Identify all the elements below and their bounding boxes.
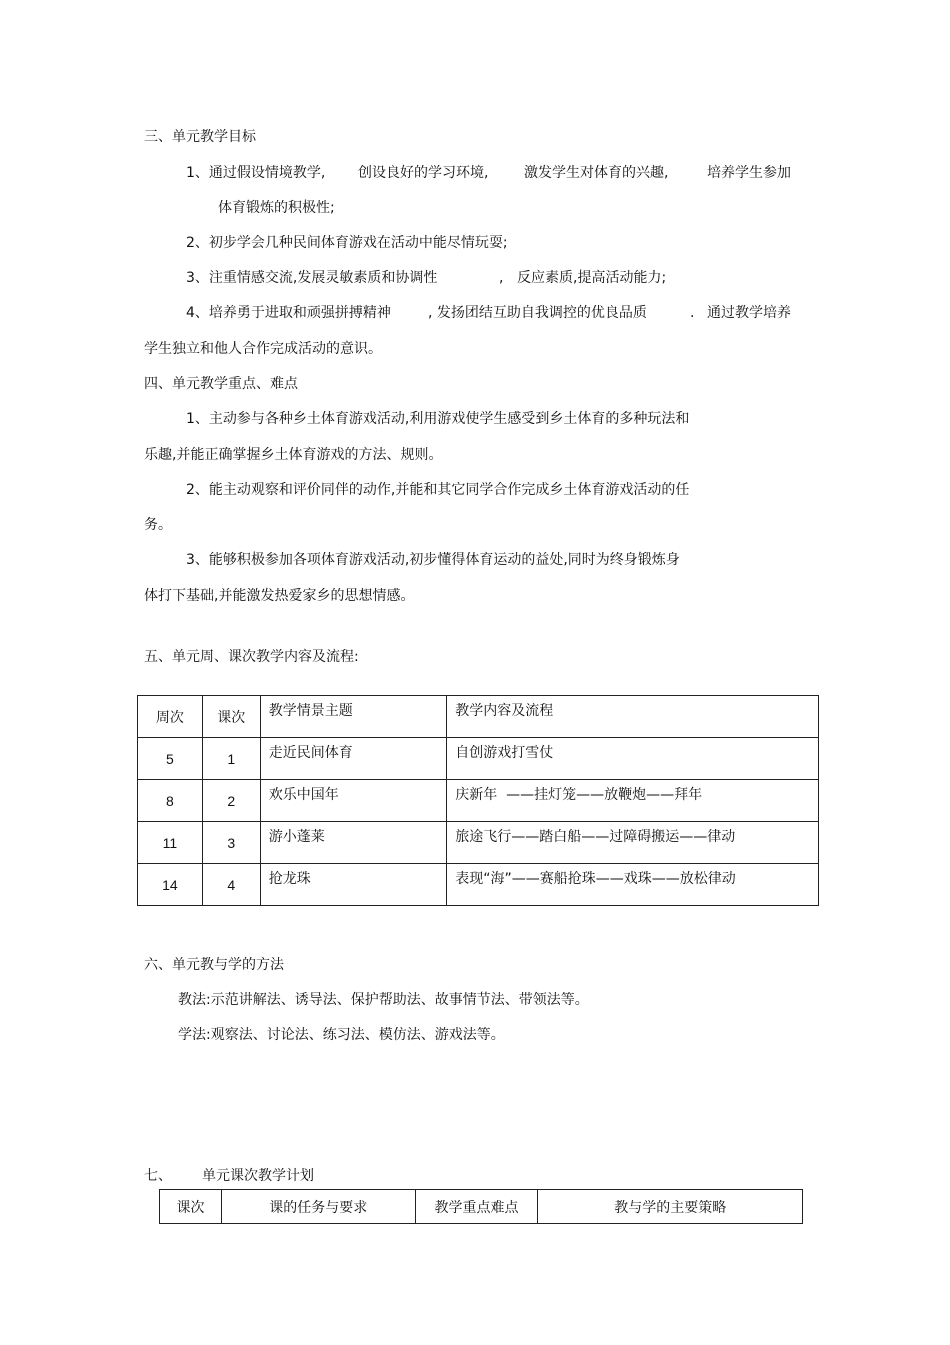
goal-1-continued: 体育锻炼的积极性;: [218, 200, 335, 216]
lesson-cell: 1: [202, 738, 260, 780]
goal-4-part-3: .: [690, 305, 695, 321]
content-cell: 旅途飞行——踏白船——过障碍搬运——律动: [447, 822, 819, 864]
table-header-row: [138, 696, 819, 738]
header-theme: 教学情景主题: [260, 696, 447, 738]
section-7-heading: 单元课次教学计划: [202, 1168, 314, 1184]
week-cell: 5: [138, 738, 203, 780]
header-content: 教学内容及流程: [447, 696, 819, 738]
key-point-3a: 3、能够积极参加各项体育游戏活动,初步懂得体育运动的益处,同时为终身锻炼身: [186, 552, 680, 568]
section-6-heading: 六、单元教与学的方法: [144, 957, 284, 973]
goal-1-part-2: 创设良好的学习环境,: [358, 165, 489, 181]
theme-cell: 欢乐中国年: [260, 780, 447, 822]
goal-3-part-2: ,: [499, 270, 504, 286]
theme-cell: 抢龙珠: [260, 864, 447, 906]
content-cell: 表现“海”——赛船抢珠——戏珠——放松律动: [447, 864, 819, 906]
content-cell: 自创游戏打雪仗: [447, 738, 819, 780]
goal-4-part-2: , 发扬团结互助自我调控的优良品质: [428, 305, 647, 321]
key-point-1a: 1、主动参与各种乡土体育游戏活动,利用游戏使学生感受到乡土体育的多种玩法和: [186, 411, 690, 427]
section-4-heading: 四、单元教学重点、难点: [144, 376, 298, 392]
header-week: 周次: [138, 696, 203, 738]
table-row: [138, 738, 819, 780]
plan-header-strategies: 教与学的主要策略: [538, 1190, 803, 1224]
goal-3-part-3: 反应素质,提高活动能力;: [517, 270, 667, 286]
lesson-cell: 3: [202, 822, 260, 864]
key-point-1b: 乐趣,并能正确掌握乡土体育游戏的方法、规则。: [144, 447, 443, 463]
theme-cell: 走近民间体育: [260, 738, 447, 780]
goal-3-part-1: 3、注重情感交流,发展灵敏素质和协调性: [186, 270, 438, 286]
lesson-cell: 4: [202, 864, 260, 906]
table-row: [138, 864, 819, 906]
key-point-2a: 2、能主动观察和评价同伴的动作,并能和其它同学合作完成乡土体育游戏活动的任: [186, 482, 690, 498]
plan-header-tasks: 课的任务与要求: [221, 1190, 415, 1224]
goal-4-continued: 学生独立和他人合作完成活动的意识。: [144, 341, 382, 357]
schedule-table: [137, 695, 819, 906]
section-5-heading: 五、单元周、课次教学内容及流程:: [144, 649, 359, 665]
plan-header-row: [160, 1190, 803, 1224]
goal-4-part-1: 4、培养勇于进取和顽强拼搏精神: [186, 305, 391, 321]
week-cell: 8: [138, 780, 203, 822]
header-lesson: 课次: [202, 696, 260, 738]
table-row: [138, 780, 819, 822]
goal-1-part-4: 培养学生参加: [707, 165, 791, 181]
lesson-plan-table: [159, 1189, 803, 1224]
goal-1-part-3: 激发学生对体育的兴趣,: [524, 165, 669, 181]
teaching-methods: 教法:示范讲解法、诱导法、保护帮助法、故事情节法、带领法等。: [178, 992, 589, 1008]
table-row: [138, 822, 819, 864]
key-point-3b: 体打下基础,并能激发热爱家乡的思想情感。: [144, 588, 415, 604]
goal-1-part-1: 1、通过假设情境教学,: [186, 165, 326, 181]
week-cell: 14: [138, 864, 203, 906]
learning-methods: 学法:观察法、讨论法、练习法、模仿法、游戏法等。: [178, 1027, 505, 1043]
content-cell: 庆新年 ——挂灯笼——放鞭炮——拜年: [447, 780, 819, 822]
lesson-cell: 2: [202, 780, 260, 822]
plan-header-lesson: 课次: [160, 1190, 222, 1224]
theme-cell: 游小蓬莱: [260, 822, 447, 864]
goal-4-part-4: 通过教学培养: [707, 305, 791, 321]
section-3-heading: 三、单元教学目标: [144, 129, 256, 145]
plan-header-key-points: 教学重点难点: [415, 1190, 538, 1224]
goal-2: 2、初步学会几种民间体育游戏在活动中能尽情玩耍;: [186, 235, 508, 251]
week-cell: 11: [138, 822, 203, 864]
key-point-2b: 务。: [144, 517, 172, 533]
section-7-number: 七、: [144, 1168, 172, 1184]
